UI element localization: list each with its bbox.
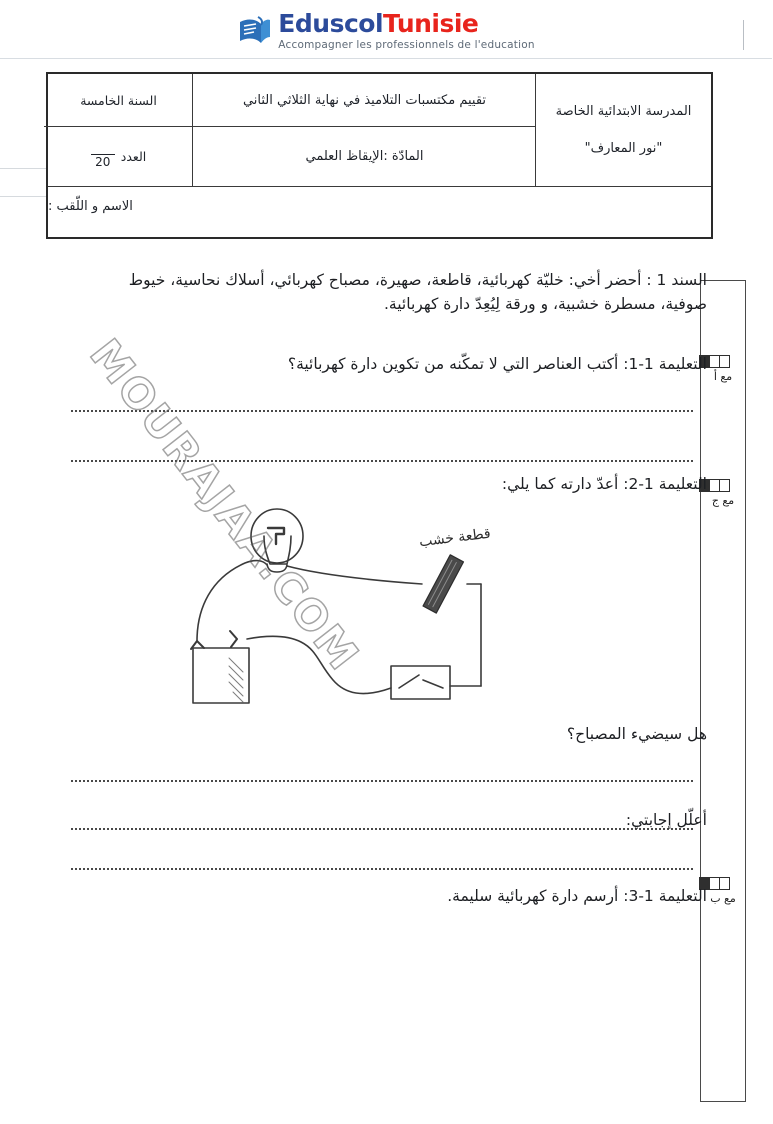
subject-label: المادّة :الإيقاظ العلمي [306, 148, 425, 164]
school-name-line1: المدرسة الابتدائية الخاصة [556, 104, 693, 119]
mark-fraction [92, 144, 116, 168]
header-divider [0, 58, 773, 59]
criterion-a-box-3[interactable] [720, 355, 731, 368]
instruction-1-3-text: التعليمة 1-3: أرسم دارة كهربائية سليمة. [448, 887, 708, 905]
school-name-line2: "نور المعارف" [585, 141, 664, 156]
table-top-rows [49, 74, 712, 186]
criteria-margin-column [701, 280, 747, 1102]
table-vline-1 [536, 74, 537, 186]
criterion-b-box-3[interactable] [720, 877, 731, 890]
answer-line-5[interactable] [72, 868, 694, 871]
mark-label: العدد [121, 148, 148, 164]
identification-table [47, 72, 714, 239]
student-name-label: الاسم و اللّقب : [49, 199, 134, 214]
exam-title-cell [194, 74, 537, 126]
exam-title: تقييم مكتسبات التلاميذ في نهاية الثلاثي الثاني [243, 92, 488, 108]
grade-level-cell [45, 74, 194, 126]
brand-name-primary: Eduscol [279, 9, 385, 38]
open-book-icon [237, 13, 273, 49]
justify-answer-label: أعلّل إجابتي: [626, 811, 708, 829]
answer-line-1[interactable] [72, 410, 694, 413]
left-margin-rule-top [0, 168, 48, 169]
answer-line-4[interactable] [72, 828, 694, 831]
grade-level-label: السنة الخامسة [81, 92, 158, 108]
criterion-c-box-3[interactable] [720, 479, 731, 492]
school-cell [537, 74, 712, 186]
page-edge-mark [744, 20, 745, 50]
site-logo [0, 4, 773, 58]
watermark: MOURAJAA.COM [81, 330, 371, 681]
answer-line-3[interactable] [72, 780, 694, 783]
wooden-piece-label: قطعة خشب [419, 525, 493, 551]
brand-title [279, 11, 479, 36]
mark-cell [45, 126, 194, 186]
criterion-b-label: مع ب [711, 892, 737, 905]
lamp-question-text: هل سيضيء المصباح؟ [567, 725, 708, 743]
instruction-1-1-text: التعليمة 1-1: أكتب العناصر التي لا تمكّنه من تكوين دارة كهربائية؟ [288, 355, 708, 373]
source-1-text: السند 1 : أحضر أخي: خليّة كهربائية، قاطعة، صهيرة، مصباح كهربائي، أسلاك نحاسية، خيوط صوفية، مسطرة خشبية، و ورقة لِيُعِدّ دارة كهربائية. [129, 271, 708, 314]
student-name-cell[interactable] [49, 187, 712, 239]
mark-total: 20 [96, 155, 112, 169]
answer-line-2[interactable] [72, 460, 694, 463]
instruction-1-2-text: التعليمة 1-2: أعدّ دارته كما يلي: [502, 475, 708, 493]
left-margin-rule-bottom [0, 196, 48, 197]
brand-tagline: Accompagner les professionnels de l'education [279, 39, 536, 51]
criterion-a-label: مع أ [714, 370, 734, 383]
table-vline-2 [193, 74, 194, 186]
subject-cell [194, 126, 537, 186]
brand-name-secondary: Tunisie [384, 9, 480, 38]
table-hline-1 [45, 126, 537, 127]
criterion-c-label: مع ج [712, 494, 736, 507]
